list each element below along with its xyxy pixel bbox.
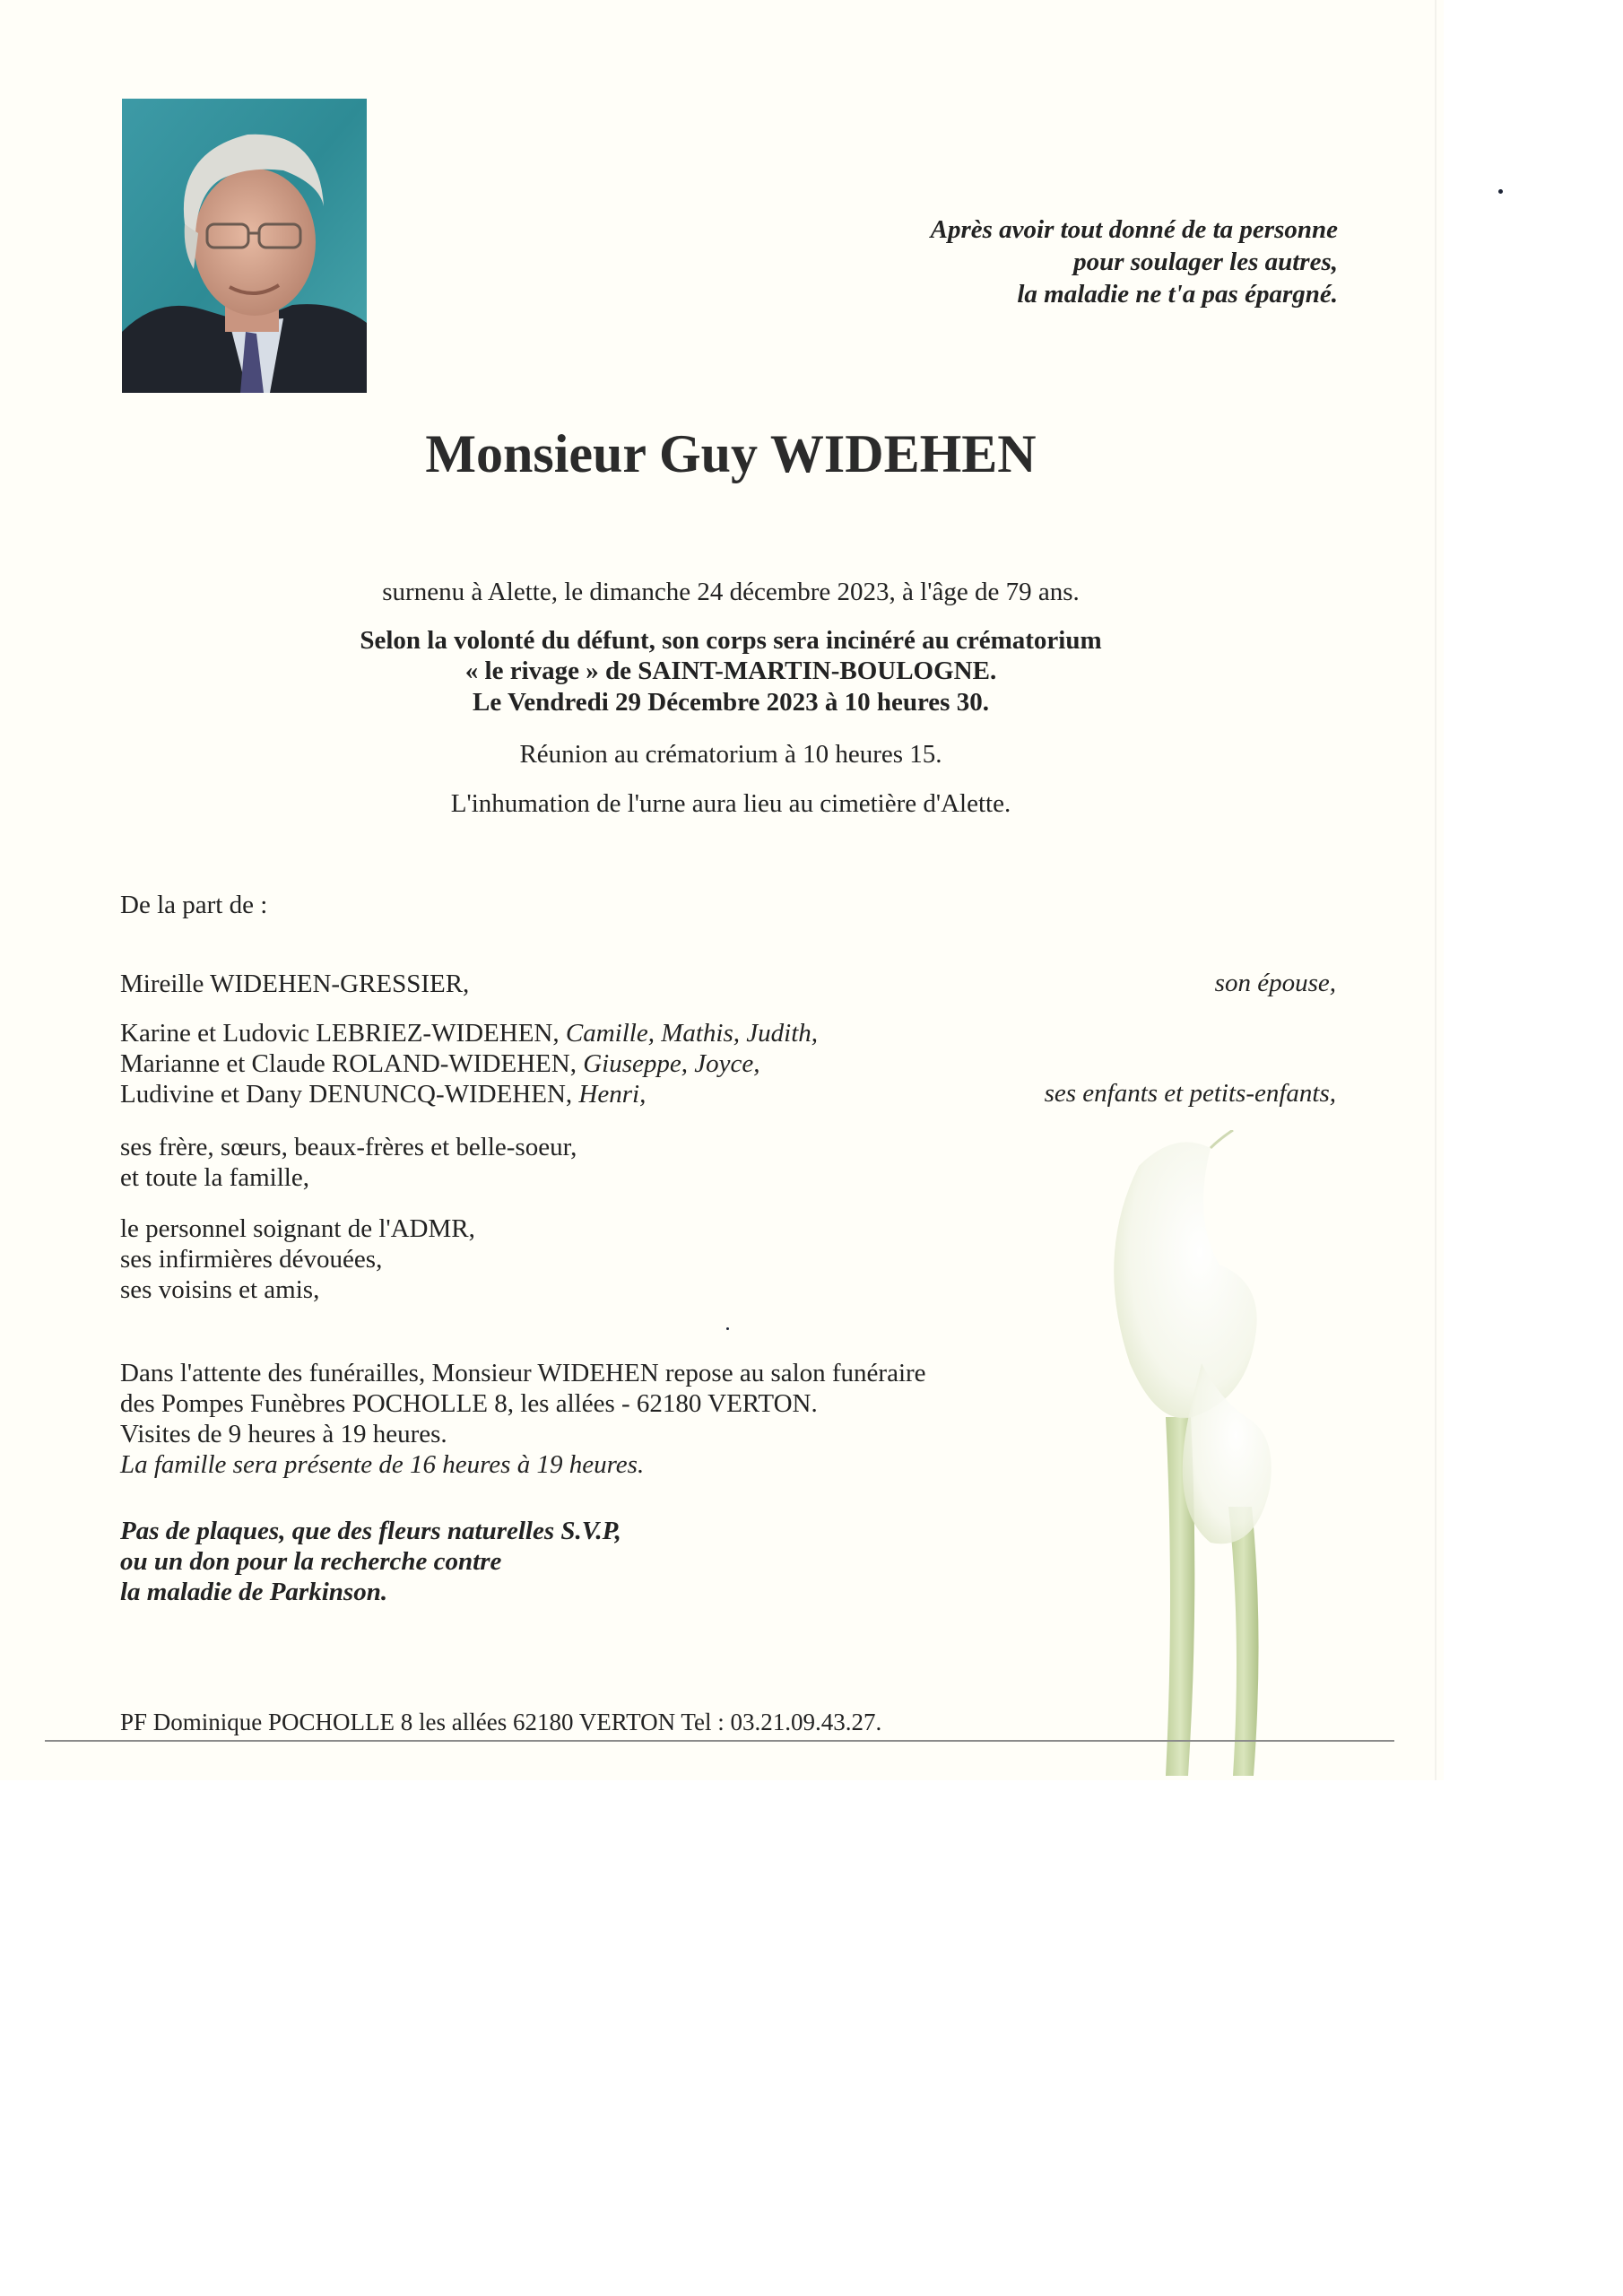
children-list	[120, 1018, 818, 1109]
children-relation: ses enfants et petits-enfants,	[1044, 1079, 1336, 1108]
epigraph	[710, 213, 1338, 310]
ceremony-line: « le rivage » de SAINT-MARTIN-BOULOGNE.	[464, 657, 997, 685]
epigraph-line: Après avoir tout donné de ta personne	[930, 215, 1338, 244]
epigraph-line: la maladie ne t'a pas épargné.	[1017, 280, 1338, 309]
paper-speck	[1498, 189, 1503, 194]
grandchildren-names: Giuseppe, Joyce,	[583, 1049, 760, 1078]
siblings-line: et toute la famille,	[120, 1163, 309, 1192]
epigraph-line: pour soulager les autres,	[1073, 248, 1338, 276]
visitation-line: Dans l'attente des funérailles, Monsieur WIDEHEN repose au salon funéraire	[120, 1359, 926, 1387]
spouse-relation: son épouse,	[1214, 969, 1336, 997]
flowers-note-line: Pas de plaques, que des fleurs naturelles S.V.P,	[120, 1517, 621, 1545]
ceremony-line: Selon la volonté du défunt, son corps sera incinéré au crématorium	[360, 626, 1102, 655]
deceased-name: Monsieur Guy WIDEHEN	[425, 424, 1037, 483]
visitation-line: des Pompes Funèbres POCHOLLE 8, les allées - 62180 VERTON.	[120, 1389, 818, 1418]
paper-edge	[1435, 0, 1436, 1780]
others-line: ses voisins et amis,	[120, 1275, 320, 1304]
siblings-list	[120, 1132, 577, 1193]
grandchildren-names: Henri,	[578, 1080, 647, 1109]
child-family-line: Marianne et Claude ROLAND-WIDEHEN, Giuseppe, Joyce,	[120, 1049, 760, 1078]
spouse-name: Mireille WIDEHEN-GRESSIER,	[120, 970, 470, 998]
siblings-line: ses frère, sœurs, beaux-frères et belle-soeur,	[120, 1133, 577, 1161]
flowers-note	[120, 1516, 621, 1607]
calla-lily-illustration	[1040, 1130, 1363, 1776]
deceased-portrait	[122, 99, 367, 393]
family-presence: La famille sera présente de 16 heures à 19 heures.	[120, 1450, 645, 1479]
flowers-note-line: la maladie de Parkinson.	[120, 1578, 388, 1606]
grandchildren-names: Camille, Mathis, Judith,	[565, 1019, 818, 1048]
child-family-line: Ludivine et Dany DENUNCQ-WIDEHEN, Henri,	[120, 1080, 647, 1109]
others-line: le personnel soignant de l'ADMR,	[120, 1214, 475, 1243]
from-label: De la part de :	[120, 891, 268, 919]
footer-divider	[45, 1740, 1394, 1742]
funeral-home-footer: PF Dominique POCHOLLE 8 les allées 62180 VERTON Tel : 03.21.09.43.27.	[120, 1709, 882, 1735]
visitation-line: Visites de 9 heures à 19 heures.	[120, 1420, 447, 1448]
paper-speck	[726, 1327, 729, 1330]
visitation-info	[120, 1358, 926, 1480]
others-line: ses infirmières dévouées,	[120, 1245, 383, 1274]
others-list	[120, 1213, 475, 1305]
death-notice: surnenu à Alette, le dimanche 24 décembre 2023, à l'âge de 79 ans.	[382, 578, 1080, 606]
gathering-info: Réunion au crématorium à 10 heures 15.	[519, 740, 942, 769]
ceremony-date: Le Vendredi 29 Décembre 2023 à 10 heures 30.	[473, 688, 989, 717]
child-family-line: Karine et Ludovic LEBRIEZ-WIDEHEN, Camille, Mathis, Judith,	[120, 1019, 818, 1048]
flowers-note-line: ou un don pour la recherche contre	[120, 1547, 502, 1576]
burial-info: L'inhumation de l'urne aura lieu au cimetière d'Alette.	[450, 789, 1011, 818]
